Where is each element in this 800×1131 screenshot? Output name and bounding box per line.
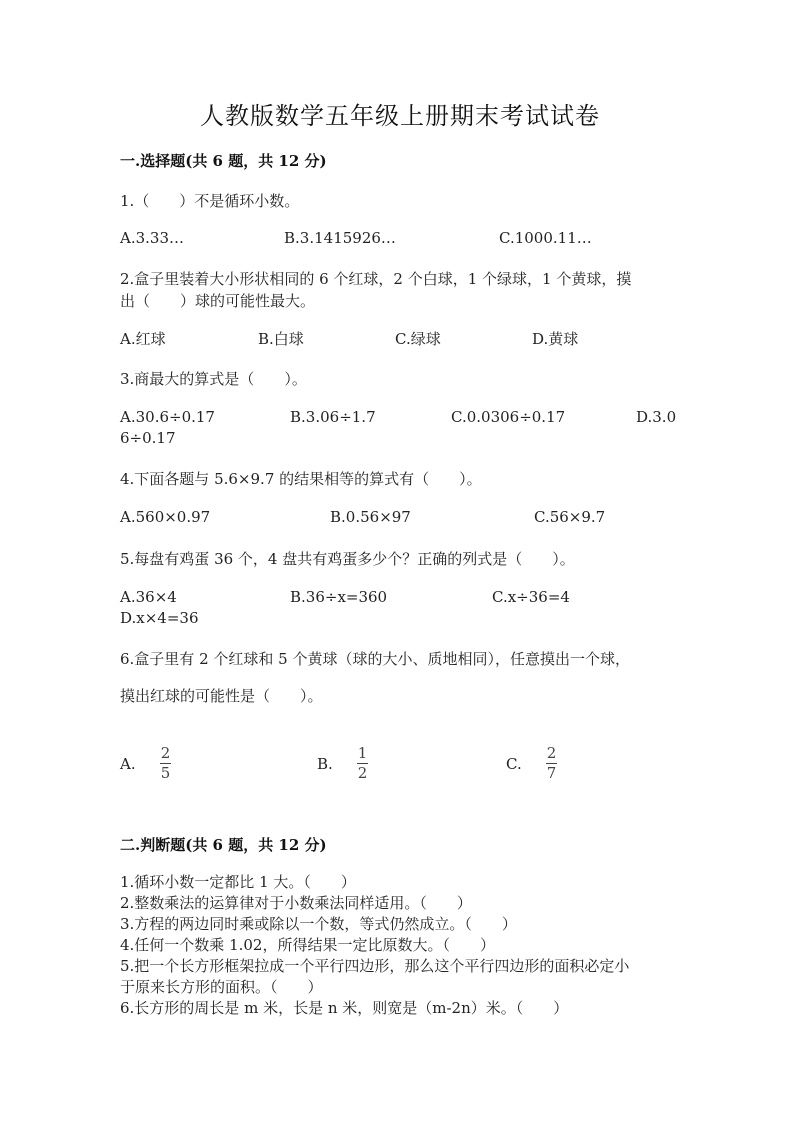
q2-option-b: B.白球 <box>258 330 304 348</box>
fraction-denominator: 2 <box>357 764 368 782</box>
question-4-stem: 4.下面各题与 5.6×9.7 的结果相等的算式有（ ）。 <box>120 470 482 488</box>
q5-option-d: D.x×4=36 <box>120 609 199 627</box>
q6-option-a-label: A. <box>120 755 136 773</box>
question-5-stem: 5.每盘有鸡蛋 36 个，4 盘共有鸡蛋多少个？正确的列式是（ ）。 <box>120 550 575 568</box>
q1-option-b: B.3.1415926… <box>284 229 396 247</box>
section-heading-judgment: 二.判断题(共 6 题，共 12 分) <box>120 836 327 854</box>
question-3-stem: 3.商最大的算式是（ ）。 <box>120 370 307 388</box>
judgment-item-2: 2.整数乘法的运算律对于小数乘法同样适用。（ ） <box>120 894 472 912</box>
q3-option-d: D.3.0 <box>636 408 677 426</box>
judgment-item-5-line1: 5.把一个长方形框架拉成一个平行四边形，那么这个平行四边形的面积必定小 <box>120 957 630 975</box>
question-2-stem-line2: 出（ ）球的可能性最大。 <box>120 292 316 310</box>
fraction-numerator: 2 <box>546 744 557 762</box>
question-2-stem-line1: 2.盒子里装着大小形状相同的 6 个红球，2 个白球，1 个绿球，1 个黄球，摸 <box>120 270 632 288</box>
q4-option-b: B.0.56×97 <box>330 508 411 526</box>
judgment-item-5-line2: 于原来长方形的面积。（ ） <box>120 978 323 996</box>
q6-option-c-fraction <box>546 746 557 781</box>
page-title: 人教版数学五年级上册期末考试试卷 <box>200 102 600 130</box>
fraction-denominator: 7 <box>546 764 557 782</box>
q6-option-b-fraction <box>357 746 368 781</box>
q5-option-c: C.x÷36=4 <box>492 588 570 606</box>
question-1-stem: 1.（ ）不是循环小数。 <box>120 192 300 210</box>
question-6-stem-line2: 摸出红球的可能性是（ ）。 <box>120 687 323 705</box>
q1-option-a: A.3.33… <box>120 229 184 247</box>
judgment-item-3: 3.方程的两边同时乘或除以一个数，等式仍然成立。（ ） <box>120 915 517 933</box>
q3-option-c: C.0.0306÷0.17 <box>451 408 566 426</box>
q6-option-a-fraction <box>160 746 171 781</box>
q3-option-a: A.30.6÷0.17 <box>120 408 215 426</box>
q1-option-c: C.1000.11… <box>499 229 592 247</box>
fraction-denominator: 5 <box>160 764 171 782</box>
judgment-item-1: 1.循环小数一定都比 1 大。（ ） <box>120 873 356 891</box>
question-6-stem-line1: 6.盒子里有 2 个红球和 5 个黄球（球的大小、质地相同），任意摸出一个球， <box>120 650 630 668</box>
section-heading-choice: 一.选择题(共 6 题，共 12 分) <box>120 152 327 170</box>
q5-option-a: A.36×4 <box>120 588 177 606</box>
judgment-item-6: 6.长方形的周长是 m 米，长是 n 米，则宽是（m-2n）米。（ ） <box>120 999 569 1017</box>
q2-option-a: A.红球 <box>120 330 166 348</box>
q6-option-b-label: B. <box>317 755 333 773</box>
q3-option-b: B.3.06÷1.7 <box>290 408 376 426</box>
fraction-numerator: 2 <box>160 744 171 762</box>
q4-option-a: A.560×0.97 <box>120 508 211 526</box>
q2-option-d: D.黄球 <box>532 330 579 348</box>
q2-option-c: C.绿球 <box>395 330 441 348</box>
fraction-numerator: 1 <box>357 744 368 762</box>
judgment-item-4: 4.任何一个数乘 1.02，所得结果一定比原数大。（ ） <box>120 936 495 954</box>
q6-option-c-label: C. <box>506 755 522 773</box>
q5-option-b: B.36÷x=360 <box>290 588 388 606</box>
q4-option-c: C.56×9.7 <box>534 508 606 526</box>
q3-option-d-wrap: 6÷0.17 <box>120 429 176 447</box>
